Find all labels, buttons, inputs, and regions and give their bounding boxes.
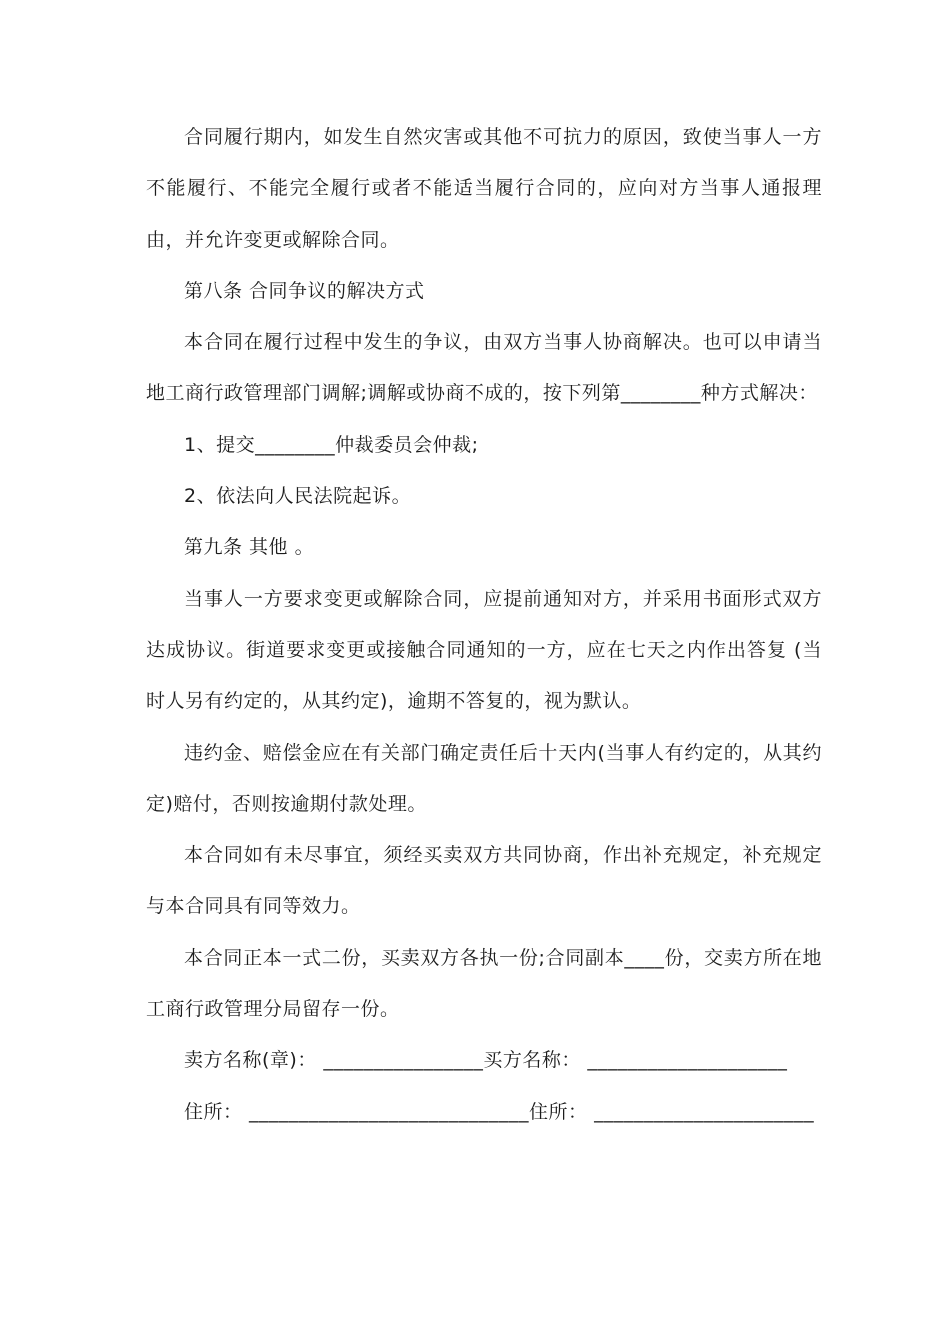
paragraph-contract-copies: 本合同正本一式二份，买卖双方各执一份;合同副本____份，交卖方所在地工商行政管理分局留存一份。 [146, 946, 822, 1021]
paragraph-penalty-payment: 违约金、赔偿金应在有关部门确定责任后十天内(当事人有约定的，从其约定)赔付，否则按逾期付款处理。 [146, 741, 822, 815]
heading-article-8: 第八条 合同争议的解决方式 [184, 279, 425, 302]
paragraph-modification-notice: 当事人一方要求变更或解除合同，应提前通知对方，并采用书面形式双方达成协议。街道要求变更或接触合同通知的一方，应在七天之内作出答复 (当时人另有约定的，从其约定)，逾期不答复的，视为默认。 [146, 587, 822, 713]
list-item-court: 2、依法向人民法院起诉。 [184, 485, 412, 508]
paragraph-force-majeure: 合同履行期内，如发生自然灾害或其他不可抗力的原因，致使当事人一方不能履行、不能完全履行或者不能适当履行合同的，应向对方当事人通报理由，并允许变更或解除合同。 [146, 126, 822, 251]
signature-row-addresses: 住所： ____________________________住所： ______________________ [184, 1100, 815, 1123]
paragraph-supplement-provisions: 本合同如有未尽事宜，须经买卖双方共同协商，作出补充规定，补充规定与本合同具有同等效力。 [146, 844, 822, 918]
heading-article-9: 第九条 其他 。 [184, 536, 315, 559]
list-item-arbitration: 1、提交________仲裁委员会仲裁; [184, 433, 479, 456]
paragraph-dispute-resolution: 本合同在履行过程中发生的争议，由双方当事人协商解决。也可以申请当地工商行政管理部门调解;调解或协商不成的，按下列第________种方式解决： [146, 331, 822, 405]
signature-row-names: 卖方名称(章)： ________________买方名称： ____________________ [184, 1049, 788, 1072]
